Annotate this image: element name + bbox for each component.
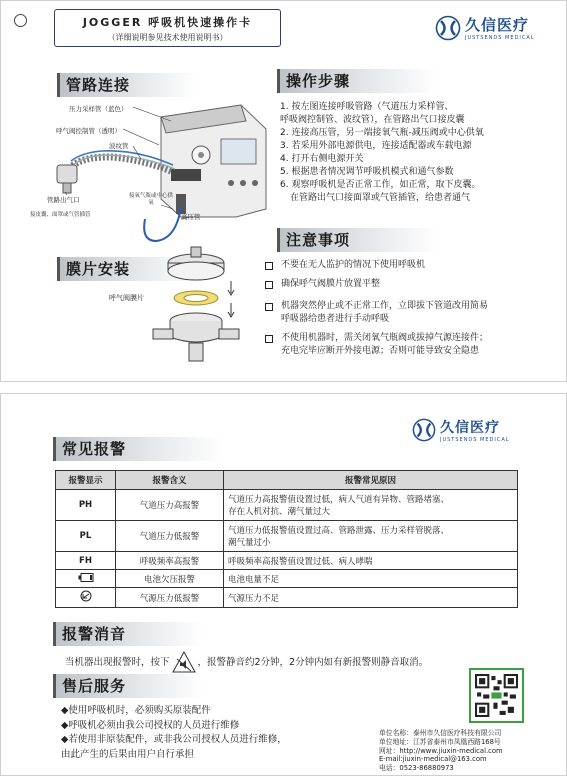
label-valve-tube: 呼气阀控制管（透明） bbox=[56, 127, 121, 135]
label-oxygen-note: 接氧气瓶或中心供氧 bbox=[129, 193, 174, 206]
service-item: ◆呼吸机必须由我公司授权的人员进行维修 bbox=[61, 719, 240, 731]
membrane-install-diagram bbox=[151, 245, 241, 365]
header-display: 报警显示 bbox=[56, 471, 116, 490]
punch-hole bbox=[14, 14, 27, 27]
alarm-code: FH bbox=[56, 552, 116, 570]
card-title-box bbox=[54, 9, 281, 47]
alarm-code: PL bbox=[56, 521, 116, 552]
table-row bbox=[56, 588, 518, 608]
common-alarms-title: 常见报警 bbox=[53, 437, 223, 461]
step-line: 4. 打开右侧电源开关 bbox=[280, 154, 364, 164]
alarm-silence-text: 当机器出现报警时，按下 ，报警静音约2分钟，2分钟内如有新报警则静音取消。 bbox=[65, 651, 428, 673]
service-item: 由此产生的后果由用户自行承担 bbox=[61, 748, 195, 760]
alarm-meaning: 呼吸频率高报警 bbox=[116, 552, 224, 570]
company-name: 单位名称：泰州市久信医疗科技有限公司 bbox=[379, 729, 502, 737]
note-item: 机器突然停止或不正常工作，立即拔下管道改用简易 呼吸器给患者进行手动呼吸 bbox=[265, 300, 488, 326]
brand-logo bbox=[435, 14, 535, 41]
battery-icon bbox=[56, 570, 116, 588]
step-line: 1. 按左图连接呼吸管路（气道压力采样管、 bbox=[280, 102, 454, 112]
pipe-connection-diagram bbox=[41, 99, 276, 249]
step-line: 2. 连接高压管，另一端接氧气瓶-减压阀或中心供氧 bbox=[280, 128, 484, 138]
alarm-code: PH bbox=[56, 490, 116, 521]
quick-operation-card-front bbox=[0, 0, 567, 382]
alarm-meaning: 电池欠压报警 bbox=[116, 570, 224, 588]
company-phone: 电话：0523-86880973 bbox=[379, 764, 454, 773]
company-email: E-mail:jiuxin-medical@163.com bbox=[379, 755, 487, 764]
alarm-cause: 气源压力不足 bbox=[224, 588, 518, 608]
company-address: 单位地址：江苏省泰州市凤凰西路168号 bbox=[379, 737, 501, 746]
step-line: 6. 观察呼吸机是否正常工作，如正常，取下皮囊。 bbox=[280, 180, 481, 190]
label-outlet-note: 接皮囊、面罩或气管插管 bbox=[30, 212, 91, 218]
checkbox-square-icon bbox=[265, 335, 273, 343]
header-cause: 报警常见原因 bbox=[224, 471, 518, 490]
header-meaning: 报警含义 bbox=[116, 471, 224, 490]
table-row bbox=[56, 552, 518, 570]
label-outlet: 管路出气口 bbox=[47, 196, 80, 204]
checkbox-square-icon bbox=[265, 303, 273, 311]
alarm-cause: 气道压力低报警值设置过高、管路泄露、压力采样管脱落、 潮气量过小 bbox=[224, 521, 518, 552]
pipe-connection-title: 管路连接 bbox=[57, 73, 197, 97]
note-item: 确保呼气阀膜片放置平整 bbox=[265, 278, 488, 291]
card-subtitle: （详细说明参见技术使用说明书） bbox=[107, 33, 228, 42]
membrane-install-title: 膜片安装 bbox=[57, 257, 197, 281]
label-high-pressure: 高压管 bbox=[181, 213, 201, 221]
notes-title: 注意事项 bbox=[277, 228, 437, 252]
operation-steps-title: 操作步骤 bbox=[277, 69, 437, 93]
step-line: 呼吸阀控制管、波纹管），在管路出气口接皮囊 bbox=[280, 115, 465, 125]
alarm-cause: 电池电量不足 bbox=[224, 570, 518, 588]
brand-logo bbox=[412, 417, 510, 443]
alarm-meaning: 气源压力低报警 bbox=[116, 588, 224, 608]
operation-steps-list bbox=[280, 101, 484, 205]
alarm-table-header bbox=[56, 471, 518, 490]
brand-subname: JUSTSENDS MEDICAL bbox=[440, 437, 510, 443]
qr-code bbox=[469, 668, 524, 723]
alarm-silence-title: 报警消音 bbox=[53, 622, 203, 646]
alarm-cause: 呼吸频率高报警值设置过低、病人哮喘 bbox=[224, 552, 518, 570]
table-row bbox=[56, 570, 518, 588]
checkbox-square-icon bbox=[265, 262, 273, 270]
company-website: 网址：http://www.jiuxin-medical.com bbox=[379, 746, 503, 755]
contact-info bbox=[379, 729, 503, 773]
label-pressure-tube: 压力采样管（蓝色） bbox=[69, 105, 128, 113]
brand-subname: JUSTSENDS MEDICAL bbox=[465, 35, 535, 41]
alarm-table bbox=[55, 470, 518, 608]
alarm-meaning: 气道压力高报警 bbox=[116, 490, 224, 521]
brand-name: 久信医疗 bbox=[465, 16, 530, 34]
checkbox-square-icon bbox=[265, 281, 273, 289]
notes-list bbox=[265, 259, 488, 364]
brand-name: 久信医疗 bbox=[440, 420, 500, 436]
card-title: JOGGER 呼吸机快速操作卡 bbox=[82, 16, 253, 29]
service-item: ◆使用呼吸机时，必须购买原装配件 bbox=[61, 705, 211, 716]
label-corrugated-tube: 波纹管 bbox=[109, 142, 129, 150]
service-item: ◆若使用非原装配件，或非我公司授权人员进行维修， bbox=[61, 734, 287, 745]
after-sales-title: 售后服务 bbox=[53, 674, 203, 698]
brand-logo-icon bbox=[412, 418, 436, 442]
quick-operation-card-back bbox=[0, 393, 567, 776]
brand-logo-icon bbox=[435, 15, 461, 41]
step-line: 5. 根据患者情况调节呼吸机模式和通气参数 bbox=[280, 167, 454, 177]
step-line: 在管路出气口接面罩或气管插管，给患者通气 bbox=[290, 193, 471, 203]
label-membrane: 呼气阀膜片 bbox=[109, 294, 144, 302]
step-line: 3. 若采用外部电源供电，连接适配器或车载电源 bbox=[280, 141, 472, 151]
after-sales-list bbox=[61, 704, 287, 762]
alarm-cause: 气道压力高报警值设置过低，病人气道有异物、管路堵塞、 存在人机对抗、潮气量过大 bbox=[224, 490, 518, 521]
gas-pressure-icon bbox=[56, 588, 116, 608]
ventilator-illustration bbox=[161, 105, 266, 217]
table-row bbox=[56, 521, 518, 552]
note-item: 不要在无人监护的情况下使用呼吸机 bbox=[265, 259, 488, 272]
mute-button-icon bbox=[172, 651, 196, 673]
table-row bbox=[56, 490, 518, 521]
note-item: 不使用机器时，需关闭氧气瓶阀或拔掉气源连接件； 充电完毕应断开外接电源；否则可能导致安全隐患 bbox=[265, 332, 488, 358]
alarm-meaning: 气道压力低报警 bbox=[116, 521, 224, 552]
